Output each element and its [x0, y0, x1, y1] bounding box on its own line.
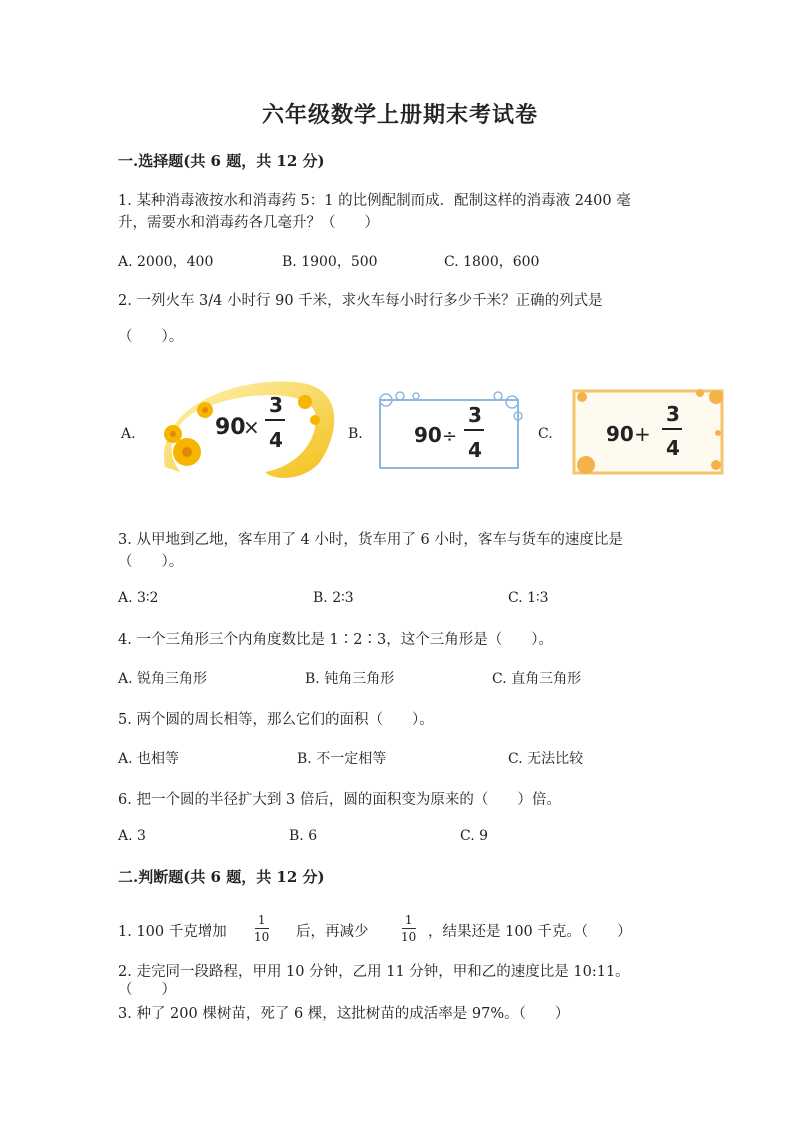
- question-5-option-b[interactable]: B. 不一定相等: [297, 751, 387, 767]
- question-6-option-c[interactable]: C. 9: [460, 828, 489, 844]
- question-2-line-1: 2. 一列火车 3/4 小时行 90 千米，求火车每小时行多少千米？正确的列式是: [118, 293, 603, 309]
- expr-c-number: 90: [606, 422, 634, 446]
- judge-3-line-1: 3. 种了 200 棵树苗，死了 6 棵，这批树苗的成活率是 97%。（ ）: [118, 1006, 570, 1022]
- question-2-option-c-image[interactable]: [566, 383, 731, 483]
- question-1-option-b[interactable]: B. 1900，500: [282, 254, 378, 270]
- judge-1-fraction-1-bottom: 10: [254, 930, 270, 944]
- question-3-option-b[interactable]: B. 2∶3: [313, 590, 354, 606]
- judge-1-part-1: 1. 100 千克增加: [118, 924, 227, 940]
- question-6-line-1: 6. 把一个圆的半径扩大到 3 倍后，圆的面积变为原来的（ ）倍。: [118, 792, 561, 808]
- judge-1-fraction-2: [401, 913, 416, 944]
- question-1-line-2: 升，需要水和消毒药各几毫升？（ ）: [118, 215, 379, 231]
- question-5-option-c[interactable]: C. 无法比较: [508, 751, 584, 767]
- judge-1-fraction-1-top: 1: [257, 913, 266, 927]
- expr-b-frac-bottom: 4: [468, 438, 482, 462]
- expr-b-number: 90: [414, 423, 442, 447]
- judge-1-part-3: ，结果还是 100 千克。（ ）: [428, 924, 632, 940]
- question-5-option-a[interactable]: A. 也相等: [118, 751, 180, 767]
- question-2-option-a-label[interactable]: A.: [121, 426, 136, 442]
- judge-1-fraction-2-top: 1: [404, 913, 413, 927]
- judge-2-line-1: 2. 走完同一段路程，甲用 10 分钟，乙用 11 分钟，甲和乙的速度比是 10:11。: [118, 964, 630, 980]
- question-2-option-a-image[interactable]: [145, 372, 345, 482]
- question-2-option-b-label[interactable]: B.: [348, 426, 363, 442]
- question-1-option-a[interactable]: A. 2000，400: [118, 254, 214, 270]
- expr-a-number: 90: [215, 415, 246, 440]
- question-5-line-1: 5. 两个圆的周长相等，那么它们的面积（ ）。: [118, 712, 434, 728]
- question-4-option-c[interactable]: C. 直角三角形: [492, 671, 582, 687]
- expr-a-operator: ×: [243, 415, 260, 439]
- question-3-line-1: 3. 从甲地到乙地，客车用了 4 小时，货车用了 6 小时，客车与货车的速度比是: [118, 532, 623, 548]
- expr-b-operator: ÷: [442, 426, 458, 447]
- expr-a-frac-bottom: 4: [269, 428, 283, 452]
- question-2-option-b-image[interactable]: [372, 390, 527, 475]
- judge-1-part-2: 后，再减少: [296, 924, 369, 940]
- expr-c-frac-top: 3: [666, 402, 680, 426]
- section-heading-choice: 一.选择题(共 6 题，共 12 分): [118, 152, 325, 170]
- question-3-line-2: （ ）。: [118, 554, 184, 570]
- expr-c-operator: +: [634, 422, 651, 446]
- expr-a-frac-top: 3: [269, 393, 283, 417]
- question-3-option-a[interactable]: A. 3∶2: [118, 590, 159, 606]
- expr-b-frac-top: 3: [468, 403, 482, 427]
- question-2-line-2: （ ）。: [118, 329, 184, 345]
- judge-2-line-2: （ ）: [118, 982, 176, 998]
- question-4-option-b[interactable]: B. 钝角三角形: [305, 671, 395, 687]
- question-6-option-b[interactable]: B. 6: [289, 828, 318, 844]
- judge-1-fraction-1: [254, 913, 269, 944]
- question-2-option-c-label[interactable]: C.: [538, 426, 553, 442]
- question-4-option-a[interactable]: A. 锐角三角形: [118, 671, 208, 687]
- page-title: 六年级数学上册期末考试卷: [261, 102, 538, 128]
- question-6-option-a[interactable]: A. 3: [118, 828, 146, 844]
- question-1-option-c[interactable]: C. 1800，600: [444, 254, 540, 270]
- question-1-line-1: 1. 某种消毒液按水和消毒药 5：1 的比例配制而成．配制这样的消毒液 2400 毫: [118, 193, 631, 209]
- question-3-option-c[interactable]: C. 1∶3: [508, 590, 549, 606]
- expr-c-frac-bottom: 4: [666, 436, 680, 460]
- judge-1-fraction-2-bottom: 10: [401, 930, 417, 944]
- section-heading-judgement: 二.判断题(共 6 题，共 12 分): [118, 868, 325, 886]
- question-4-line-1: 4. 一个三角形三个内角度数比是 1∶2∶3，这个三角形是（ ）。: [118, 632, 553, 648]
